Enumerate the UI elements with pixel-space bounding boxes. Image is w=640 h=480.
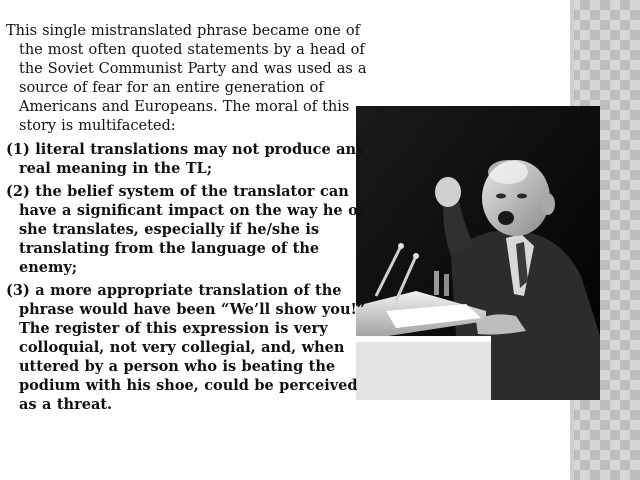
point-2-paragraph: (2) the belief system of the translator can have a significant impact on the way he or she translates, especially if he/she is translating from the language of the enemy;: [6, 183, 366, 276]
point-3-paragraph: (3) a more appropriate translation of the phrase would have been “We’ll show you!” The register of this expression is very colloquial, not very collegial, and, when uttered by a person who is beating the podium with his shoe, could be perceived as a threat.: [6, 282, 366, 413]
intro-paragraph: This single mistranslated phrase became one of the most often quoted statements by a head of the Soviet Communist Party and was used as a source of fear for an entire generation of Americans and Europeans. The moral of this story is multifaceted:: [6, 23, 367, 134]
speaker-photo: [356, 106, 600, 400]
speaker-at-podium-photo-icon: [356, 106, 600, 400]
slide-text-body: [6, 22, 378, 418]
point-1-paragraph: (1) literal translations may not produce any real meaning in the TL;: [6, 141, 365, 177]
